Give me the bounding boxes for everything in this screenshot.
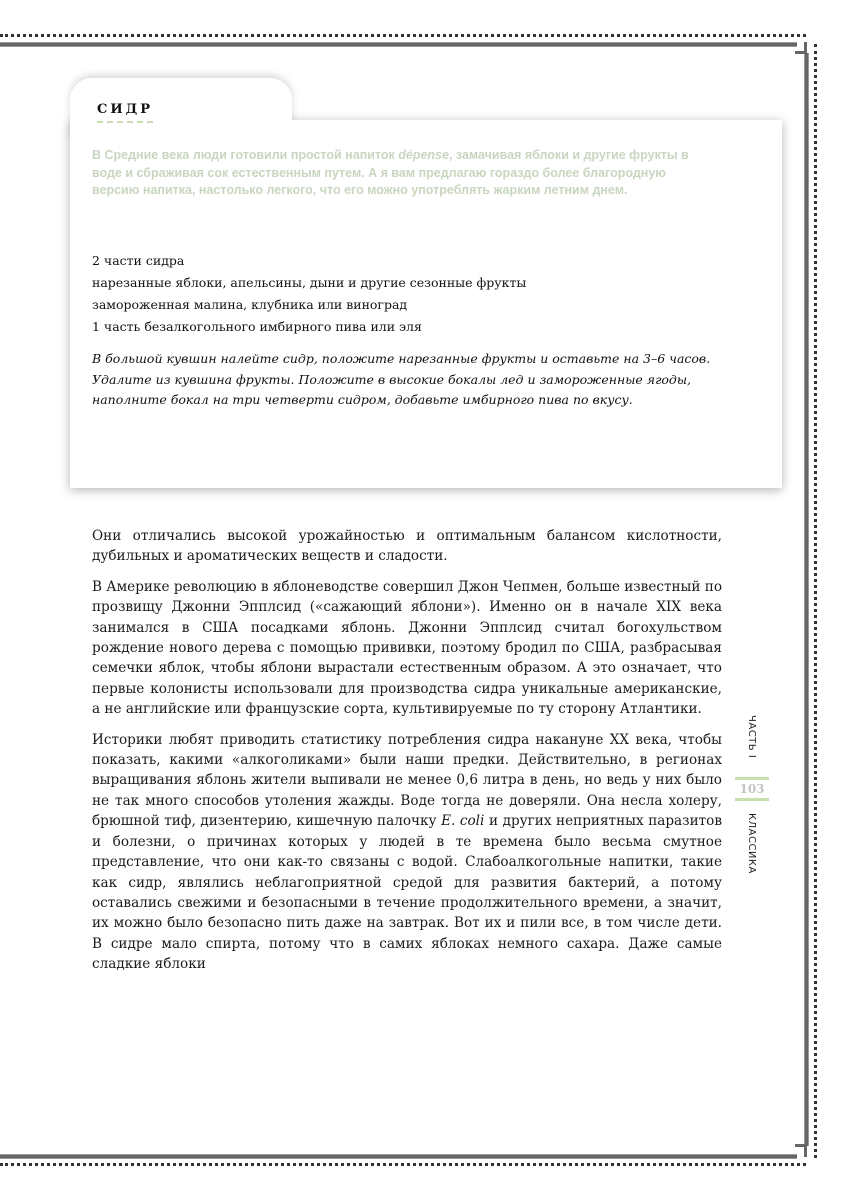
ingredient: 1 часть безалкогольного имбирного пива или эля <box>92 319 422 334</box>
page-frame-right <box>804 53 809 1146</box>
ingredient: замороженная малина, клубника или виноград <box>92 297 408 312</box>
intro-italic: dépense <box>398 148 449 162</box>
section-label: КЛАССИКА <box>746 813 757 874</box>
paragraph: Они отличались высокой урожайностью и оптимальным балансом кислотности, дубильных и ароматических веществ и сладости. <box>92 528 722 565</box>
frame-corner-notch <box>795 42 807 54</box>
ingredient: нарезанные яблоки, апельсины, дыни и другие сезонные фрукты <box>92 275 527 290</box>
page-frame-bottom <box>0 1154 797 1159</box>
ingredient: 2 части сидра <box>92 253 185 268</box>
page-frame-top <box>0 42 797 47</box>
paragraph-text: Историки любят приводить статистику потребления сидра накануне XX века, чтобы показать, какими «алкоголиками» были наши предки. Действительно, в регионах выращивания яблонь жители выпивали не менее 0,6 литра в день, но ведь у них было не так много способов утоления жажды. Воде тогда не доверяли. Она несла холеру, брюшной тиф, дизентерию, кишечную палочку <box>92 731 722 830</box>
paragraph-text: и других неприятных паразитов и болезни, о причинах которых у людей в те времена было весьма смутное представление, что они как-то связаны с водой. Слабоалкогольные напитки, такие как сидр, являлись неблагоприятной средой для развития бактерий, а потому оставались свежими и безопасными в течение продолжительного времени, а значит, их можно было безопасно пить даже на завтрак. Вот их и пили все, в том числе дети. В сидре мало спирта, потому что в самих яблоках немного сахара. Даже самые сладкие яблоки <box>92 813 722 973</box>
recipe-intro <box>92 147 712 200</box>
ingredient-list <box>92 250 526 338</box>
recipe-method: В большой кувшин налейте сидр, положите нарезанные фрукты и оставьте на 3–6 часов. Удалите из кувшина фрукты. Положите в высокие бокалы лед и замороженные ягоды, наполните бокал на три четверти сидром, добавьте имбирного пива по вкусу. <box>92 351 711 407</box>
page-border-dotted-bottom <box>0 1163 806 1166</box>
paragraph-italic: E. coli <box>441 813 485 830</box>
part-label: ЧАСТЬ I <box>746 715 757 759</box>
paragraph <box>92 730 722 975</box>
intro-text: В Средние века люди готовили простой напиток <box>92 148 399 162</box>
running-footer <box>737 715 777 895</box>
recipe-title: СИДР <box>97 102 153 123</box>
body-text <box>92 526 722 985</box>
page-border-dotted-top <box>0 34 806 37</box>
page-number: 103 <box>735 777 769 801</box>
intro-text: , замачивая яблоки и другие фрукты в воде и сбраживая сок естественным путем. А я вам предлагаю гораздо более благородную версию напитка, настолько легкого, что его можно употреблять жарким летним днем. <box>92 148 689 197</box>
page-border-dotted-right <box>814 44 817 1158</box>
frame-corner-notch <box>795 1144 807 1157</box>
paragraph: В Америке революцию в яблоневодстве совершил Джон Чепмен, больше известный по прозвищу Джонни Эпплсид («сажающий яблони»). Именно он в начале XIX века занимался в США посадками яблонь. Джонни Эпплсид считал богохульством рождение нового дерева с помощью прививки, поэтому бродил по США, разбрасывая семечки яблок, чтобы яблони вырастали естественным образом. А это означает, что первые колонисты использовали для производства сидра уникальные американские, а не английские или французские сорта, культивируемые по ту сторону Атлантики. <box>92 578 723 718</box>
